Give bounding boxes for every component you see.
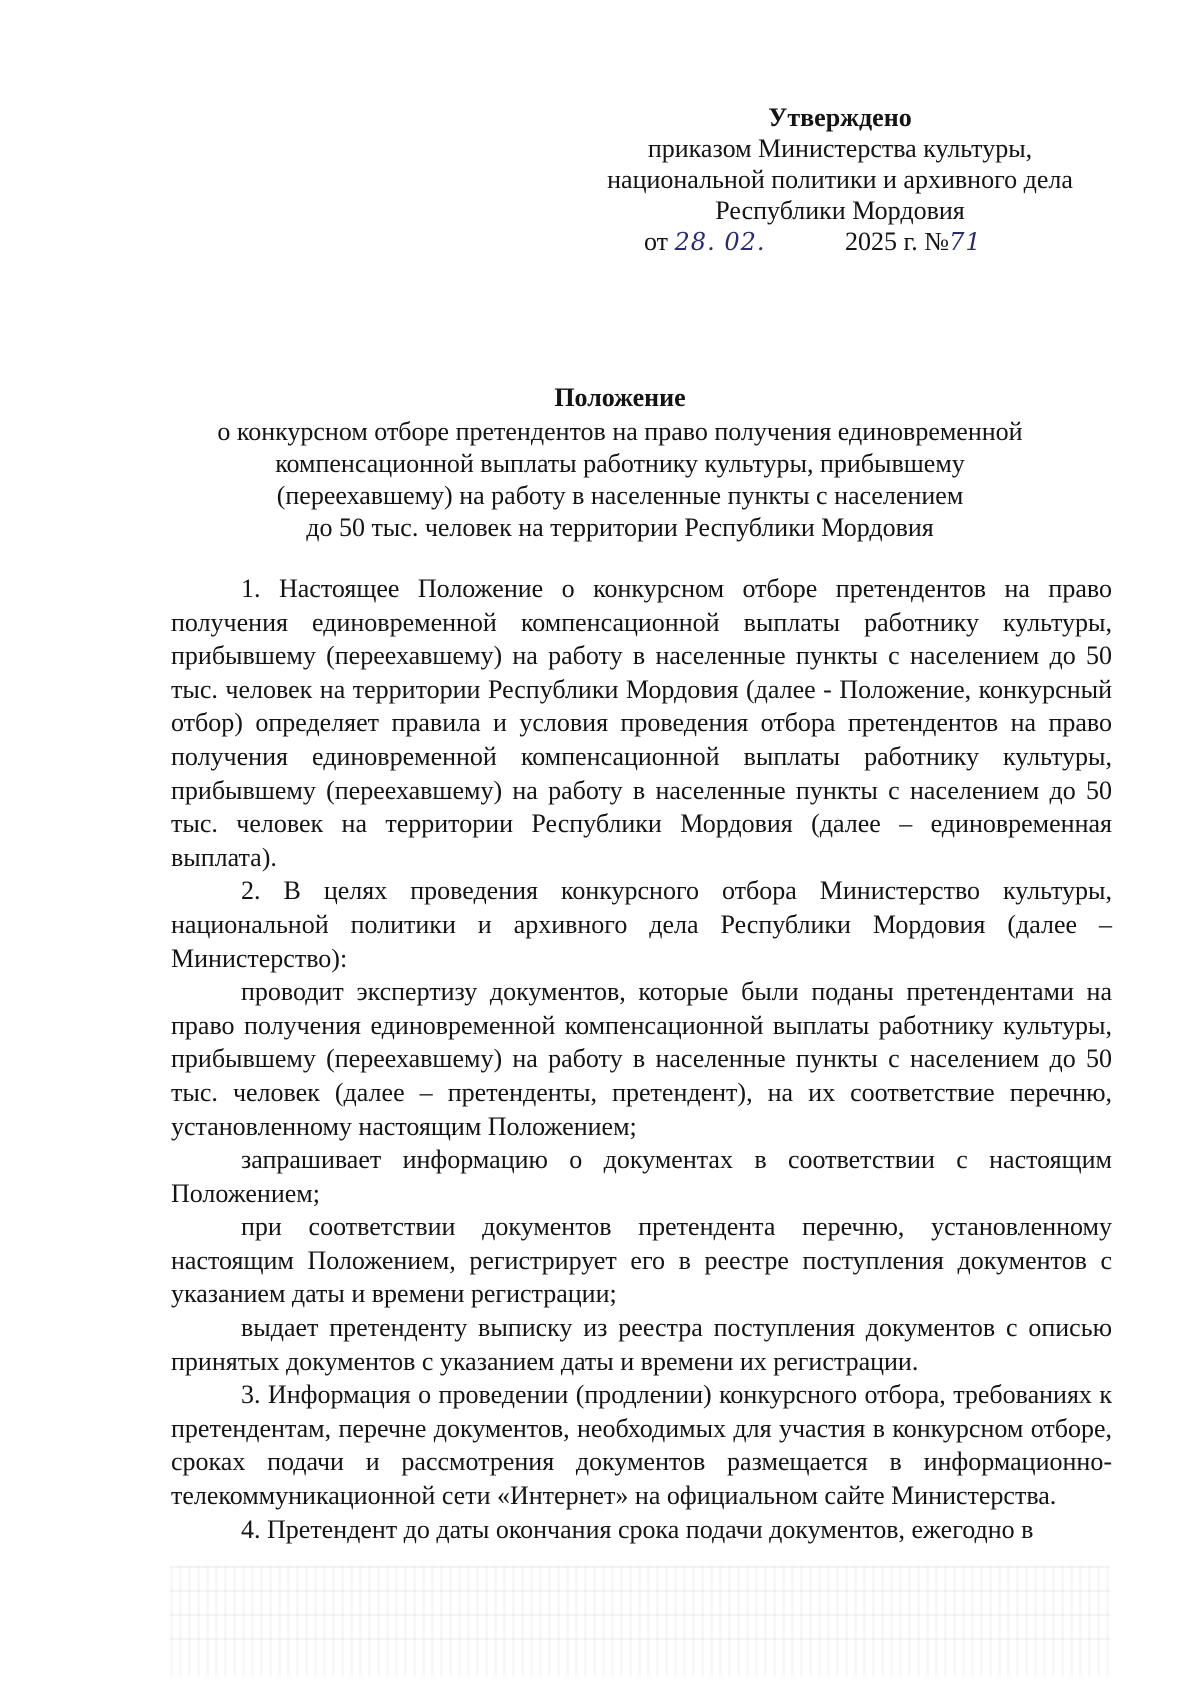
paragraph-2-item-extract: выдает претенденту выписку из реестра поступления документов с описью принятых документов с указанием даты и времени их регистрации. (171, 1313, 1112, 1376)
paragraph-2-item-expertise: проводит экспертизу документов, которые были поданы претендентами на право получения единовременной компенсационной выплаты работнику культуры, прибывшему (переехавшему) на работу в населенные пункты с населением до 50 тыс. человек (далее – претенденты, претендент), на их соответствие перечню, установленному настоящим Положением; (171, 977, 1112, 1141)
document-heading (160, 382, 1080, 544)
heading-line-4: до 50 тыс. человек на территории Республики Мордовия (306, 513, 934, 542)
heading-line-1: о конкурсном отборе претендентов на право получения единовременной (217, 417, 1023, 446)
paragraph-2-item-register: при соответствии документов претендента перечню, установленному настоящим Положением, регистрирует его в реестре поступления документов с указанием даты и времени регистрации; (171, 1212, 1112, 1309)
paragraph-3: 3. Информация о проведении (продлении) конкурсного отбора, требованиях к претендентам, перечне документов, необходимых для участия в конкурсном отборе, сроках подачи и рассмотрения документов размещается в информационно-телекоммуникационной сети «Интернет» на официальном сайте Министерства. (171, 1380, 1112, 1511)
approval-dateline (560, 226, 1120, 258)
paragraph-2-item-request: запрашивает информацию о документах в соответствии с настоящим Положением; (171, 1145, 1112, 1208)
heading-line-3: (переехавшему) на работу в населенные пункты с населением (276, 481, 964, 510)
handwritten-order-number: 71 (949, 228, 982, 256)
date-prefix: от (644, 227, 669, 256)
approval-block (560, 102, 1120, 258)
paragraph-1: 1. Настоящее Положение о конкурсном отборе претендентов на право получения единовременной компенсационной выплаты работнику культуры, прибывшему (переехавшему) на работу в населенные пункты с населением до 50 тыс. человек на территории Республики Мордовия (далее - Положение, конкурсный отбор) определяет правила и условия проведения отбора претендентов на право получения единовременной компенсационной выплаты работнику культуры, прибывшему (переехавшему) на работу в населенные пункты с населением до 50 тыс. человек на территории Республики Мордовия (далее – единовременная выплата). (171, 574, 1112, 872)
approval-line-1: приказом Министерства культуры, (647, 134, 1033, 163)
approval-line-3: Республики Мордовия (715, 196, 965, 225)
approval-line-2: национальной политики и архивного дела (607, 165, 1073, 194)
year-and-number-label: 2025 г. № (845, 227, 950, 256)
approval-title: Утверждено (768, 103, 912, 132)
scan-bleed-through (170, 1566, 1110, 1676)
paragraph-4: 4. Претендент до даты окончания срока подачи документов, ежегодно в (241, 1514, 1034, 1544)
document-title: Положение (554, 383, 686, 412)
document-body (171, 572, 1112, 1546)
paragraph-2: 2. В целях проведения конкурсного отбора Министерство культуры, национальной политики и архивного дела Республики Мордовия (далее – Министерство): (171, 876, 1112, 973)
handwritten-date: 28. 02. (674, 228, 766, 256)
heading-line-2: компенсационной выплаты работнику культуры, прибывшему (275, 449, 965, 478)
